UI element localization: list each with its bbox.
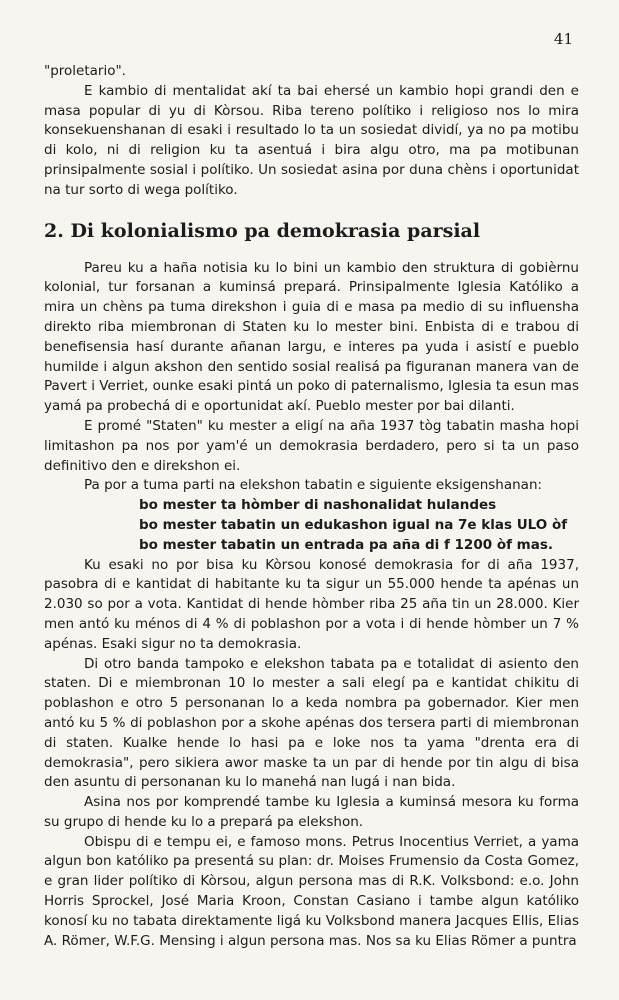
requirements-list [44,496,579,555]
paragraph: E promé "Staten" ku mester a eligí na aña 1937 tòg tabatin masha hopi limitashon pa nos por yam'é un demokrasia berdadero, pero si ta un paso definitivo den e direkshon ei. [44,417,579,474]
requirement-item: bo mester tabatin un entrada pa aña di f 1200 òf mas. [139,536,554,553]
section-heading: 2. Di kolonialismo pa demokrasia parsial [44,219,481,242]
paragraph: Asina nos por komprendé tambe ku Iglesia a kuminsá mesora ku forma su grupo di hende ku lo a prepará pa elekshon. [44,794,579,830]
paragraph: "proletario". [44,63,126,79]
paragraph: Obispu di e tempu ei, e famoso mons. Petrus Inocentius Verriet, a yama algun bon katóliko pa presentá su plan: dr. Moises Frumensio da Costa Gomez, e gran lider polítiko di Kòrsou, algun persona mas di R.K. Volksbond: e.o. John Horris Sprockel, José Maria Kroon, Constan Casiano i tambe algun katóliko konosí ku no tabata direktamente ligá ku Volksbond manera Jacques Ellis, Elias A. Römer, W.F.G. Mensing i algun persona mas. Nos sa ku Elias Römer a puntra [44,833,579,949]
page-content [44,62,579,951]
requirement-item: bo mester tabatin un edukashon igual na 7e klas ULO òf [139,516,568,533]
page-number: 41 [553,30,573,48]
paragraph: E kambio di mentalidat akí ta bai ehersé un kambio hopi grandi den e masa popular di yu di Kòrsou. Riba tereno polítiko i religioso nos lo mira konsekuenshanan di esaki i resultado lo ta un sosiedat dividí, ya no pa motibu di kolo, ni di religion ku ta asentuá i bira algu otro, ma pa motibunan prinsipalmente sosial i polítiko. Un sosiedat asina por duna chèns i oportunidat na tur sorto di wega polítiko. [44,82,579,198]
paragraph: Ku esaki no por bisa ku Kòrsou konosé demokrasia for di aña 1937, pasobra di e kantidat di habitante ku ta sigur un 55.000 hende ta apénas un 2.030 so por a vota. Kantidat di hende hòmber riba 25 aña tin un 28.000. Kier men antó ku ménos di 4 % di poblashon por a vota i di hende hòmber un 7 % apénas. Esaki sigur no ta demokrasia. [44,556,579,652]
paragraph: Di otro banda tampoko e elekshon tabata pa e totalidat di asiento den staten. Di e miembronan 10 lo mester a sali elegí pa e kantidat chikitu di poblashon e otro 5 personanan lo a keda nombra pa gobernador. Kier men antó ku 5 % di poblashon por a skohe apénas dos tersera parti di miembronan di staten. Kualke hende lo hasi pa e loke nos ta yama "drenta era di demokrasia", pero sikiera awor maske ta un par di hende por tin algu di bisa den asuntu di personanan ku lo manehá nan lugá i nan bida. [44,655,579,791]
requirement-item: bo mester ta hòmber di nashonalidat hulandes [139,497,497,514]
paragraph: Pareu ku a haña notisia ku lo bini un kambio den struktura di gobièrnu kolonial, tur forsanan a kuminsá prepará. Prinsipalmente Iglesia Katóliko a mira un chèns pa tuma direkshon i guia di e masa pa medio di su influensha direkto riba miembronan di Staten ku lo mester bini. Enbista di e trabou di benefisensia hasí durante añanan largu, e interes pa yuda i asistí e pueblo humilde i algun akshon den sentido sosial realisá pa figuranan manera van de Pavert i Verriet, ounke esaki pintá un poko di paternalismo, Iglesia ta esun mas yamá pa probechá di e oportunidat akí. Pueblo mester por bai dilanti. [44,259,579,415]
paragraph: Pa por a tuma parti na elekshon tabatin e siguiente eksigenshanan: [84,477,543,494]
